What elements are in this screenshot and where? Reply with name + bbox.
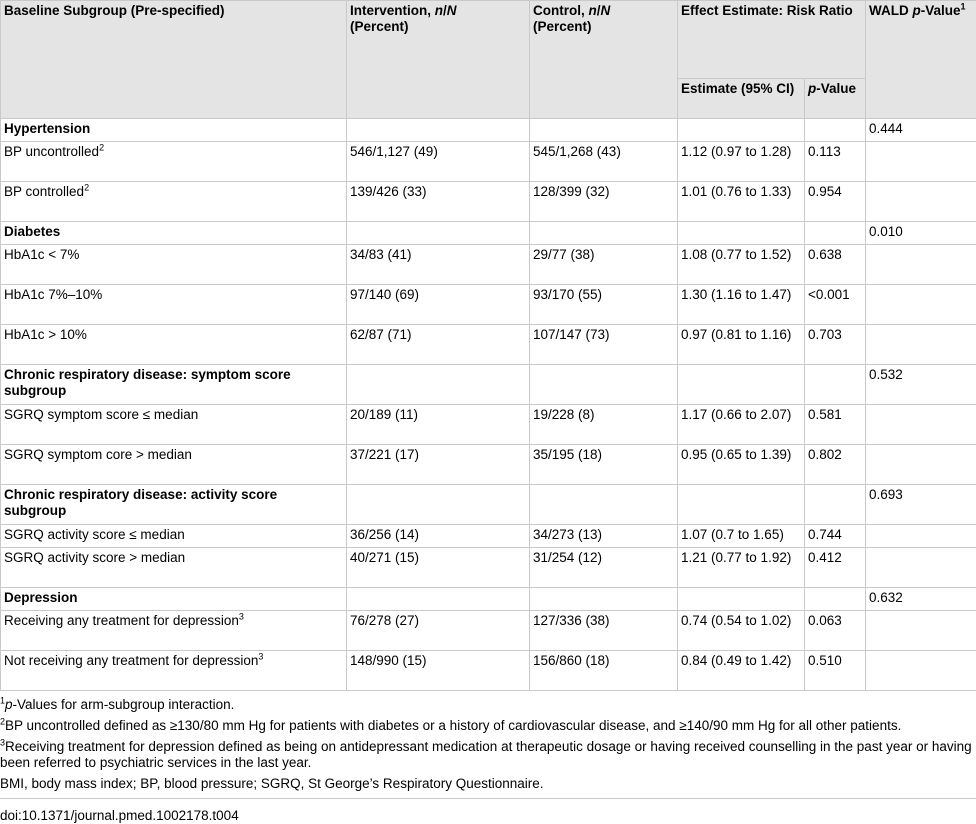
- control-value-text: 156/860 (18): [533, 653, 610, 668]
- subgroup-label: [1, 525, 347, 548]
- intervention-value: [347, 445, 530, 485]
- subgroup-label-text: SGRQ activity score ≤ median: [4, 527, 185, 542]
- wald-value: [866, 119, 976, 142]
- header-baseline-subgroup: Baseline Subgroup (Pre-specified): [1, 1, 347, 119]
- control-value: [530, 525, 678, 548]
- intervention-value-text: 20/189 (11): [350, 407, 418, 422]
- header-estimate-ci: Estimate (95% CI): [678, 79, 805, 119]
- subgroup-label-text: SGRQ symptom core > median: [4, 447, 192, 462]
- wald-value-text: 0.532: [869, 367, 903, 382]
- intervention-value-text: 62/87 (71): [350, 327, 412, 342]
- intervention-value: [347, 325, 530, 365]
- subgroup-label: [1, 651, 347, 691]
- empty-cell: [866, 142, 976, 182]
- header-wald-p-value: WALD p-Value$^1$: [866, 1, 976, 119]
- control-value-text: 107/147 (73): [533, 327, 610, 342]
- control-value: [530, 182, 678, 222]
- estimate-value-text: 1.30 (1.16 to 1.47): [681, 287, 791, 302]
- estimate-value-text: 1.21 (0.77 to 1.92): [681, 550, 791, 565]
- estimate-value: [678, 445, 805, 485]
- estimate-value: [678, 525, 805, 548]
- empty-cell: [866, 405, 976, 445]
- estimate-value-text: 1.17 (0.66 to 2.07): [681, 407, 791, 422]
- group-label: [1, 365, 347, 405]
- estimate-value-text: 0.97 (0.81 to 1.16): [681, 327, 791, 342]
- p-value: [805, 548, 866, 588]
- intervention-value-text: 37/221 (17): [350, 447, 419, 462]
- subgroup-label-text: HbA1c 7%–10%: [4, 287, 102, 302]
- intervention-value-text: 97/140 (69): [350, 287, 419, 302]
- estimate-value: [678, 285, 805, 325]
- intervention-value: [347, 285, 530, 325]
- p-value: [805, 325, 866, 365]
- group-label-text: Diabetes: [4, 224, 60, 239]
- empty-cell: [866, 651, 976, 691]
- p-value-text: 0.063: [808, 613, 842, 628]
- footnote-2: $^2$BP uncontrolled defined as ≥130/80 mm Hg for patients with diabetes or a history of cardiovascular disease, and ≥140/90 mm Hg for all other patients.: [0, 718, 976, 734]
- wald-value-text: 0.632: [869, 590, 903, 605]
- group-label: [1, 119, 347, 142]
- group-label: [1, 485, 347, 525]
- estimate-value: [678, 611, 805, 651]
- p-value-text: 0.638: [808, 247, 842, 262]
- table-body: [1, 119, 976, 691]
- p-value-text: 0.581: [808, 407, 842, 422]
- p-value: [805, 285, 866, 325]
- table-row: [1, 182, 976, 222]
- empty-cell: [866, 182, 976, 222]
- subgroup-label-text: SGRQ symptom score ≤ median: [4, 407, 198, 422]
- subgroup-label-text: SGRQ activity score > median: [4, 550, 185, 565]
- table-row: [1, 325, 976, 365]
- wald-value-text: 0.444: [869, 121, 903, 136]
- control-value: [530, 405, 678, 445]
- empty-cell: [678, 485, 805, 525]
- intervention-value: [347, 525, 530, 548]
- empty-cell: [866, 325, 976, 365]
- group-label: [1, 588, 347, 611]
- intervention-value: [347, 182, 530, 222]
- intervention-value: [347, 142, 530, 182]
- control-value: [530, 548, 678, 588]
- table-row: [1, 245, 976, 285]
- p-value: [805, 142, 866, 182]
- control-value: [530, 142, 678, 182]
- intervention-value: [347, 611, 530, 651]
- empty-cell: [530, 588, 678, 611]
- control-value-text: 127/336 (38): [533, 613, 610, 628]
- intervention-value: [347, 548, 530, 588]
- group-label-text: Chronic respiratory disease: activity score subgroup: [4, 487, 277, 518]
- table-row: [1, 445, 976, 485]
- control-value: [530, 245, 678, 285]
- group-row: [1, 119, 976, 142]
- footnote-marker: 2: [84, 183, 89, 193]
- table-row: [1, 405, 976, 445]
- estimate-value: [678, 548, 805, 588]
- p-value: [805, 405, 866, 445]
- intervention-value-text: 40/271 (15): [350, 550, 419, 565]
- estimate-value: [678, 405, 805, 445]
- estimate-value: [678, 325, 805, 365]
- empty-cell: [347, 588, 530, 611]
- p-value-text: 0.113: [808, 144, 841, 159]
- empty-cell: [678, 119, 805, 142]
- group-label-text: Depression: [4, 590, 78, 605]
- p-value-text: 0.703: [808, 327, 842, 342]
- p-value-text: 0.510: [808, 653, 842, 668]
- empty-cell: [866, 245, 976, 285]
- empty-cell: [530, 485, 678, 525]
- control-value-text: 93/170 (55): [533, 287, 602, 302]
- subgroup-label: [1, 405, 347, 445]
- intervention-value: [347, 651, 530, 691]
- subgroup-label: [1, 182, 347, 222]
- group-label: [1, 222, 347, 245]
- subgroup-label: [1, 285, 347, 325]
- control-value: [530, 285, 678, 325]
- control-value: [530, 445, 678, 485]
- empty-cell: [347, 485, 530, 525]
- empty-cell: [805, 485, 866, 525]
- table-row: [1, 548, 976, 588]
- group-label-text: Chronic respiratory disease: symptom score subgroup: [4, 367, 291, 398]
- estimate-value-text: 0.74 (0.54 to 1.02): [681, 613, 791, 628]
- table-row: [1, 285, 976, 325]
- footnote-1: $^1$p-Values for arm-subgroup interaction.: [0, 697, 976, 713]
- subgroup-label: [1, 548, 347, 588]
- p-value-text: 0.802: [808, 447, 842, 462]
- control-value-text: 31/254 (12): [533, 550, 602, 565]
- wald-value-text: 0.010: [869, 224, 903, 239]
- estimate-value-text: 1.01 (0.76 to 1.33): [681, 184, 791, 199]
- intervention-value-text: 34/83 (41): [350, 247, 412, 262]
- estimate-value: [678, 245, 805, 285]
- empty-cell: [805, 365, 866, 405]
- header-effect-estimate: Effect Estimate: Risk Ratio: [678, 1, 866, 79]
- empty-cell: [805, 222, 866, 245]
- group-row: [1, 588, 976, 611]
- intervention-value-text: 148/990 (15): [350, 653, 427, 668]
- table-row: [1, 142, 976, 182]
- wald-value: [866, 365, 976, 405]
- p-value-text: <0.001: [808, 287, 850, 302]
- empty-cell: [866, 611, 976, 651]
- estimate-value-text: 1.12 (0.97 to 1.28): [681, 144, 791, 159]
- table-row: [1, 525, 976, 548]
- group-row: [1, 485, 976, 525]
- subgroup-label-text: HbA1c > 10%: [4, 327, 87, 342]
- control-value-text: 34/273 (13): [533, 527, 602, 542]
- estimate-value-text: 1.08 (0.77 to 1.52): [681, 247, 791, 262]
- estimate-value: [678, 651, 805, 691]
- p-value-text: 0.954: [808, 184, 842, 199]
- intervention-value-text: 76/278 (27): [350, 613, 419, 628]
- empty-cell: [347, 119, 530, 142]
- empty-cell: [866, 548, 976, 588]
- control-value-text: 35/195 (18): [533, 447, 602, 462]
- subgroup-label-text: Receiving any treatment for depression: [4, 613, 239, 628]
- footnote-marker: 2: [99, 143, 104, 153]
- footnote-3: $^3$Receiving treatment for depression defined as being on antidepressant medication at therapeutic dosage or having received counselling in the past year or having been referred to psychiatric services in the last year.: [0, 739, 976, 771]
- estimate-value: [678, 182, 805, 222]
- control-value-text: 19/228 (8): [533, 407, 595, 422]
- table-row: [1, 611, 976, 651]
- group-row: [1, 365, 976, 405]
- intervention-value-text: 139/426 (33): [350, 184, 427, 199]
- control-value: [530, 325, 678, 365]
- wald-value: [866, 222, 976, 245]
- empty-cell: [866, 445, 976, 485]
- control-value-text: 545/1,268 (43): [533, 144, 621, 159]
- empty-cell: [347, 222, 530, 245]
- subgroup-label: [1, 445, 347, 485]
- header-control: Control, n/N (Percent): [530, 1, 678, 119]
- p-value: [805, 525, 866, 548]
- subgroup-label: [1, 142, 347, 182]
- empty-cell: [530, 365, 678, 405]
- p-value: [805, 611, 866, 651]
- table-row: [1, 651, 976, 691]
- group-label-text: Hypertension: [4, 121, 90, 136]
- wald-value: [866, 588, 976, 611]
- p-value: [805, 651, 866, 691]
- empty-cell: [530, 222, 678, 245]
- estimate-value-text: 0.84 (0.49 to 1.42): [681, 653, 791, 668]
- wald-value: [866, 485, 976, 525]
- estimate-value-text: 0.95 (0.65 to 1.39): [681, 447, 791, 462]
- footnote-marker: 3: [239, 612, 244, 622]
- header-p-value: p-Value: [805, 79, 866, 119]
- empty-cell: [530, 119, 678, 142]
- table-footnotes: [0, 691, 976, 824]
- empty-cell: [678, 365, 805, 405]
- subgroup-label: [1, 325, 347, 365]
- intervention-value: [347, 245, 530, 285]
- subgroup-label-text: HbA1c < 7%: [4, 247, 79, 262]
- group-row: [1, 222, 976, 245]
- intervention-value-text: 36/256 (14): [350, 527, 419, 542]
- wald-value-text: 0.693: [869, 487, 903, 502]
- empty-cell: [866, 525, 976, 548]
- subgroup-label-text: Not receiving any treatment for depression: [4, 653, 258, 668]
- empty-cell: [805, 588, 866, 611]
- subgroup-label-text: BP controlled: [4, 184, 84, 199]
- estimate-value: [678, 142, 805, 182]
- footnote-marker: 3: [258, 652, 263, 662]
- subgroup-label: [1, 245, 347, 285]
- p-value-text: 0.412: [808, 550, 842, 565]
- doi-link[interactable]: doi:10.1371/journal.pmed.1002178.t004: [0, 798, 976, 824]
- empty-cell: [866, 285, 976, 325]
- p-value-text: 0.744: [808, 527, 842, 542]
- p-value: [805, 245, 866, 285]
- empty-cell: [805, 119, 866, 142]
- control-value: [530, 611, 678, 651]
- p-value: [805, 445, 866, 485]
- intervention-value: [347, 405, 530, 445]
- empty-cell: [678, 222, 805, 245]
- estimate-value-text: 1.07 (0.7 to 1.65): [681, 527, 784, 542]
- subgroup-label-text: BP uncontrolled: [4, 144, 99, 159]
- control-value: [530, 651, 678, 691]
- header-intervention: Intervention, n/N (Percent): [347, 1, 530, 119]
- empty-cell: [347, 365, 530, 405]
- abbreviations: BMI, body mass index; BP, blood pressure; SGRQ, St George’s Respiratory Questionnaire.: [0, 776, 976, 792]
- control-value-text: 128/399 (32): [533, 184, 610, 199]
- intervention-value-text: 546/1,127 (49): [350, 144, 438, 159]
- control-value-text: 29/77 (38): [533, 247, 595, 262]
- p-value: [805, 182, 866, 222]
- subgroup-label: [1, 611, 347, 651]
- empty-cell: [678, 588, 805, 611]
